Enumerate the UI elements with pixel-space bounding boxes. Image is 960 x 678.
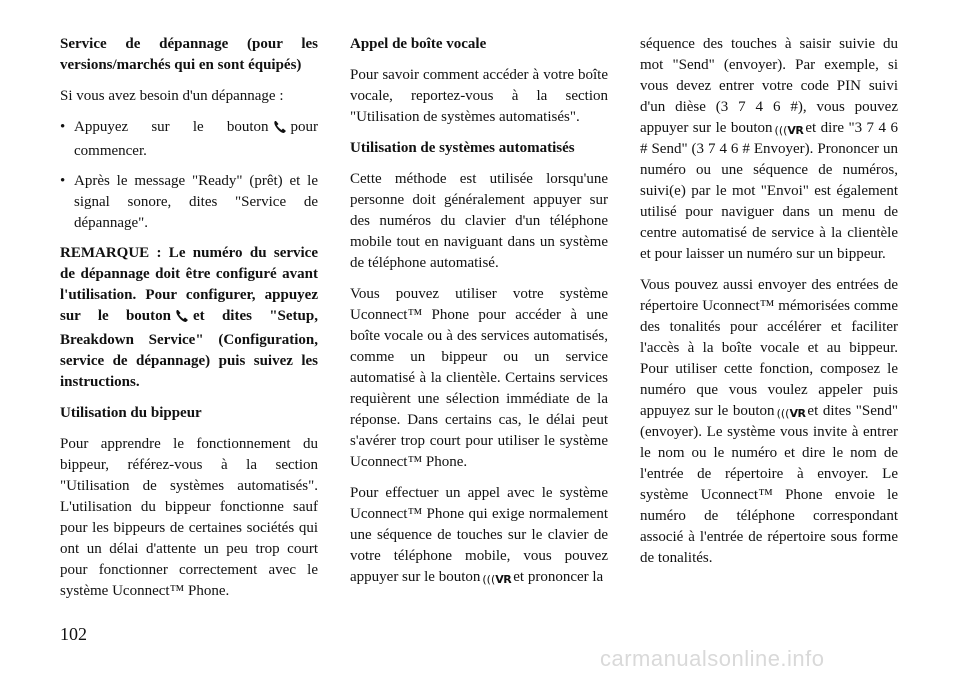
paragraph-text: séquence des touches à saisir suivie du mot "Send" (envoyer). Par exemple, si vous devez entrer votre code PIN suivi d'un dièse (3 7 4 6 #), vous pouvez appuyer sur le bouton [640,36,898,136]
column-right [640,34,898,579]
paragraph-text: et prononcer la [513,569,604,585]
paragraph-breakdown-intro: Si vous avez besoin d'un dépannage : [60,88,284,104]
column-middle [350,34,608,598]
step-text: Appuyez sur le bouton [74,119,269,135]
heading-breakdown-service: Service de dépannage (pour les versions/marchés qui en sont équipés) [60,36,318,73]
note-remark [60,243,318,393]
voice-recognition-icon: ((( VR [482,573,512,586]
heading-pager: Utilisation du bippeur [60,405,202,421]
phone-icon [273,120,287,141]
paragraph-text: Vous pouvez aussi envoyer des entrées de répertoire Uconnect™ mémorisées comme des tonalités pour accélérer et faciliter l'accès à la boîte vocale et au bippeur. Pour utiliser cette fonction, composez le numéro que vous voulez appeler puis appuyez sur le bouton [640,277,898,419]
column-left [60,34,318,612]
paragraph-uconnect-services: Vous pouvez utiliser votre système Uconnect™ Phone pour accéder à une boîte vocale ou à des services automatisés, comme un bippeur ou un service automatisé à la clientèle. Certains services requièrent une sélection immédiate de la réponse. Dans certains cas, le délai peut s'avérer trop court pour utiliser le système Uconnect™ Phone. [350,286,608,470]
voice-recognition-icon: ((( VR [774,124,804,137]
paragraph-make-call [350,483,608,588]
paragraph-method: Cette méthode est utilisée lorsqu'une personne doit généralement appuyer sur des numéros du clavier d'un téléphone mobile tout en naviguant dans un système de téléphone automatisé. [350,171,608,271]
page-number: 102 [60,624,87,644]
note-text: et dites "Setup, Breakdown Service" (Configuration, service de dépannage) puis suivez les instructions. [60,308,318,390]
note-text: REMARQUE : Le numéro du service de dépannage doit être configuré avant l'utilisation. Pour configurer, appuyez sur le bouton [60,245,318,324]
paragraph-pager: Pour apprendre le fonctionnement du bippeur, référez-vous à la section "Utilisation de systèmes automatisés". L'utilisation du bippeur fonctionne sauf pour les bippeurs de certaines sociétés qui ont un délai d'attente un peu trop court pour fonctionner correctement avec le système Uconnect™ Phone. [60,436,318,599]
list-item: • Après le message "Ready" (prêt) et le signal sonore, dites "Service de dépannage". [60,171,318,234]
paragraph-text: et dites "Send" (envoyer). Le système vous invite à entrer le nom ou le numéro et dire le nom de l'entrée de répertoire à envoyer. Le système Uconnect™ Phone envoie le numéro de téléphone correspondant associé à l'entrée de répertoire sous forme de tonalités. [640,403,898,566]
phone-icon [175,309,189,330]
paragraph-key-sequence [640,34,898,265]
heading-automated-systems: Utilisation de systèmes automatisés [350,140,575,156]
list-item [60,117,318,162]
paragraph-text: et dire "3 7 4 6 # Send" (3 7 4 6 # Envoyer). Prononcer un numéro ou une séquence de numéros, suivi(e) par le mot "Envoi" est également utilisé pour naviguer dans un menu de centre automatisé de service à la clientèle et pour laisser un numéro sur un bippeur. [640,120,898,262]
paragraph-phonebook-tones [640,275,898,569]
paragraph-voicemail: Pour savoir comment accéder à votre boîte vocale, reportez-vous à la section "Utilisation de systèmes automatisés". [350,67,608,125]
heading-voicemail: Appel de boîte vocale [350,36,487,52]
steps-list [60,117,318,234]
step-text: pour commencer. [74,119,318,159]
watermark: carmanualsonline.info [600,646,825,671]
voice-recognition-icon: ((( VR [776,407,806,420]
paragraph-text: Pour effectuer un appel avec le système Uconnect™ Phone qui exige normalement une séquence de touches sur le clavier de votre téléphone mobile, vous pouvez appuyer sur le bouton [350,485,608,585]
